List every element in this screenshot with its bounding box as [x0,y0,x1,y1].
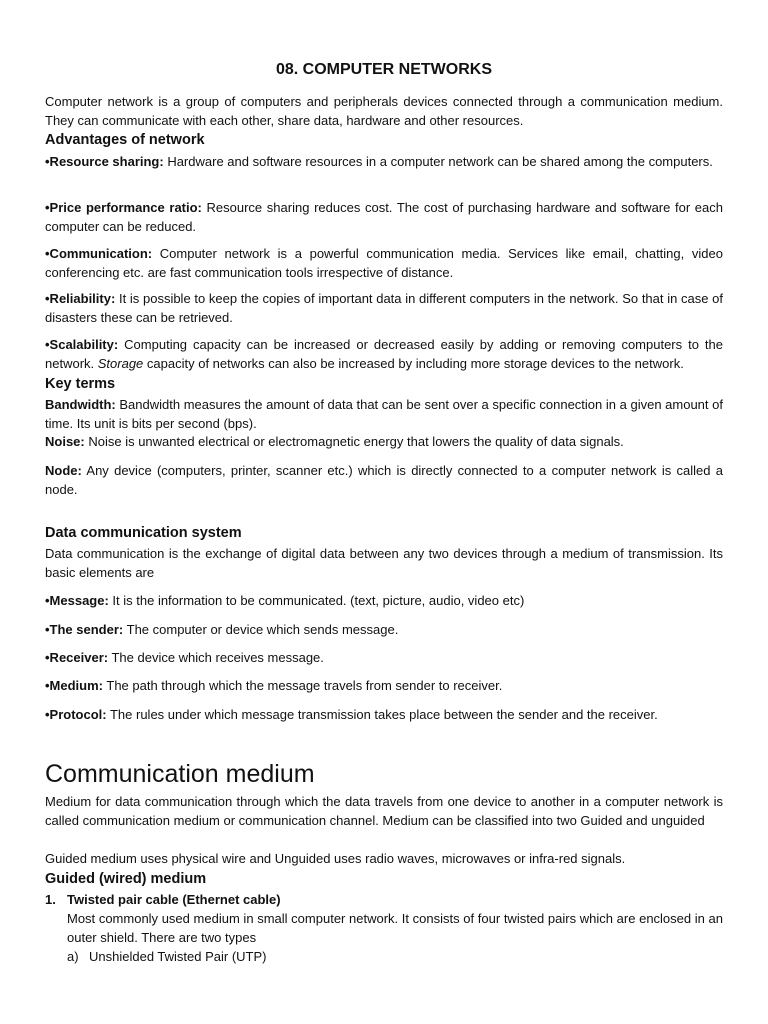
advantages-heading: Advantages of network [45,132,205,148]
term-label: Node: [45,463,82,478]
medium-paragraph-1: Medium for data communication through which the data travels from one device to another in a computer network is called communication medium or communication channel. Medium can be classified into two Guided and unguided [45,794,723,828]
dcs-heading: Data communication system [45,525,242,541]
advantage-price-performance [45,198,723,236]
dcs-medium [45,676,723,695]
term-label: •Protocol: [45,707,107,722]
term-label: •Reliability: [45,291,116,306]
term-italic: Storage [97,356,144,371]
term-label: •Communication: [45,246,153,261]
term-text: Noise is unwanted electrical or electromagnetic energy that lowers the quality of data signals. [84,434,624,449]
item-number: 1. [45,892,56,907]
item-title: Twisted pair cable (Ethernet cable) [67,892,281,907]
page-title: 08. COMPUTER NETWORKS [275,61,492,78]
term-text: Computer network is a powerful communication media. Services like email, chatting, video conferencing etc. are fast communication tools irrespective of distance. [45,246,723,280]
intro-paragraph: Computer network is a group of computers and peripherals devices connected through a communication medium. They can communicate with each other, share data, hardware and other resources. [45,94,723,128]
term-text: The computer or device which sends message. [123,622,399,637]
advantage-reliability [45,289,723,327]
dcs-sender [45,620,723,639]
guided-heading: Guided (wired) medium [45,871,207,887]
advantage-communication [45,244,723,282]
dcs-protocol [45,705,723,724]
term-text: Computing capacity can be increased or decreased easily by adding or removing computers to the network. [45,337,723,371]
term-text: Bandwidth measures the amount of data that can be sent over a specific connection in a given amount of time. Its unit is bits per second (bps). [45,397,723,431]
key-terms-heading: Key terms [45,376,116,392]
advantage-scalability [45,335,723,373]
sub-item-letter: a) [67,949,79,964]
section-heading-communication-medium: Communication medium [45,760,315,788]
term-text: Hardware and software resources in a computer network can be shared among the computers. [163,154,713,169]
term-label: •Message: [45,593,109,608]
term-label: •Receiver: [45,650,109,665]
term-label: •Scalability: [45,337,119,352]
term-text: The path through which the message travels from sender to receiver. [103,678,503,693]
advantage-resource-sharing [45,152,723,171]
numbered-item-1 [45,890,281,909]
sub-item-text: Unshielded Twisted Pair (UTP) [89,949,267,964]
term-label: Noise: [45,434,85,449]
term-label: •Price performance ratio: [45,200,202,215]
dcs-message [45,591,723,610]
term-label: •Resource sharing: [45,154,164,169]
term-text-2: capacity of networks can also be increased by including more storage devices to the network. [143,356,684,371]
medium-paragraph-2: Guided medium uses physical wire and Unguided uses radio waves, microwaves or infra-red signals. [45,851,626,866]
term-label: •Medium: [45,678,103,693]
term-text: It is possible to keep the copies of important data in different computers in the network. So that in case of disasters these can be retrieved. [45,291,723,325]
term-text: The rules under which message transmission takes place between the sender and the receiver. [106,707,658,722]
term-text: Any device (computers, printer, scanner etc.) which is directly connected to a computer network is called a node. [45,463,723,497]
numbered-item-1-text: Most commonly used medium in small computer network. It consists of four twisted pairs which are enclosed in an outer shield. There are two types [67,911,723,945]
term-label: Bandwidth: [45,397,116,412]
term-label: •The sender: [45,622,124,637]
key-term-noise [45,432,723,451]
sub-item-a [67,947,267,966]
term-text: It is the information to be communicated. (text, picture, audio, video etc) [108,593,525,608]
key-term-bandwidth [45,395,723,433]
term-text: The device which receives message. [108,650,324,665]
dcs-receiver [45,648,723,667]
key-term-node [45,461,723,499]
term-text: Resource sharing reduces cost. The cost of purchasing hardware and software for each computer can be reduced. [45,200,723,234]
dcs-intro: Data communication is the exchange of digital data between any two devices through a medium of transmission. Its basic elements are [45,546,723,580]
